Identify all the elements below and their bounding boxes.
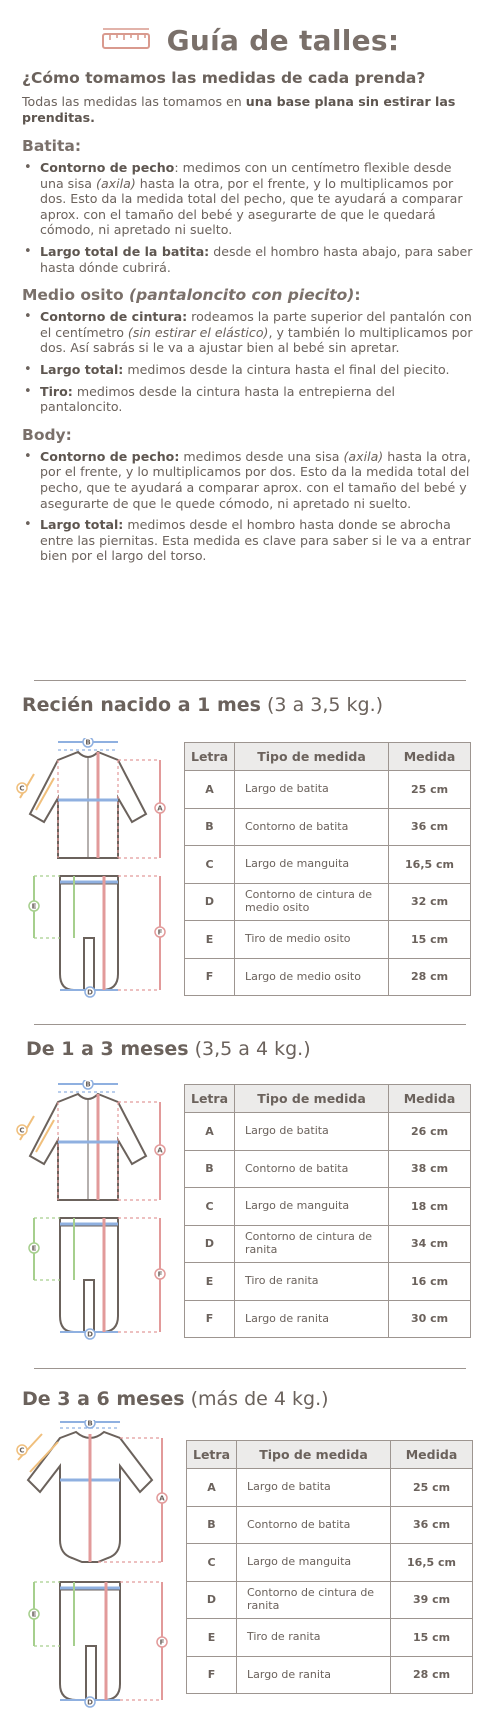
size-heading xyxy=(22,694,383,716)
heading-bold: De 1 a 3 meses xyxy=(26,1038,189,1060)
column-header-letter: Letra xyxy=(185,743,235,771)
size-heading xyxy=(22,1388,329,1410)
diagram-letter-a: A xyxy=(157,1146,163,1155)
item-bold: Largo total: xyxy=(40,361,124,377)
column-header-type: Tipo de medida xyxy=(235,1085,389,1113)
section-title-batita: Batita: xyxy=(22,137,82,155)
row-value: 25 cm xyxy=(389,771,471,809)
row-letter: F xyxy=(185,958,235,996)
row-value: 26 cm xyxy=(389,1113,471,1151)
row-letter: D xyxy=(185,1225,235,1263)
row-letter: E xyxy=(187,1619,237,1657)
row-letter: B xyxy=(187,1506,237,1544)
table-header-row xyxy=(185,743,471,771)
row-desc: Largo de batita xyxy=(235,1113,389,1151)
row-desc: Largo de batita xyxy=(235,771,389,809)
row-value: 15 cm xyxy=(391,1619,473,1657)
diagram-letter-b: B xyxy=(85,1080,91,1089)
heading-bold: Recién nacido a 1 mes xyxy=(22,694,261,716)
batita-list xyxy=(22,160,478,275)
diagram-letter-e: E xyxy=(31,1610,37,1619)
row-value: 18 cm xyxy=(389,1188,471,1226)
table-row xyxy=(185,771,471,809)
diagram-letter-b: B xyxy=(85,738,91,747)
measurement-guide xyxy=(22,68,478,570)
row-value: 38 cm xyxy=(389,1150,471,1188)
row-value: 32 cm xyxy=(389,883,471,921)
heading-rest: (3 a 3,5 kg.) xyxy=(260,694,384,716)
diagram-letter-e: E xyxy=(31,902,37,911)
row-desc: Tiro de medio osito xyxy=(235,921,389,959)
table-row xyxy=(185,883,471,921)
section-divider xyxy=(34,1024,466,1025)
item-bold: Contorno de pecho xyxy=(40,160,175,175)
body-ranita-diagram xyxy=(14,1420,176,1710)
diagram-letter-a: A xyxy=(157,804,163,813)
table-header-row xyxy=(187,1441,473,1469)
row-letter: C xyxy=(187,1544,237,1582)
list-item xyxy=(22,449,478,511)
item-text: medimos desde la cintura hasta el final del piecito. xyxy=(123,361,450,377)
row-letter: E xyxy=(185,921,235,959)
row-value: 28 cm xyxy=(389,958,471,996)
row-desc: Contorno de cintura de medio osito xyxy=(235,883,389,921)
table-row xyxy=(185,958,471,996)
body-list xyxy=(22,449,478,564)
row-letter: B xyxy=(185,1150,235,1188)
row-desc: Tiro de ranita xyxy=(235,1263,389,1301)
row-desc: Largo de ranita xyxy=(237,1656,391,1694)
list-item xyxy=(22,384,478,415)
diagram-letter-c: C xyxy=(19,784,25,793)
item-bold: Tiro: xyxy=(40,383,73,399)
table-row xyxy=(187,1656,473,1694)
heading-bold: De 3 a 6 meses xyxy=(22,1388,185,1410)
table-row xyxy=(185,1113,471,1151)
column-header-letter: Letra xyxy=(187,1441,237,1469)
item-text: rodeamos la parte superior del pantalón con el centímetro xyxy=(40,309,472,340)
page-title: Guía de talles: xyxy=(166,23,400,57)
row-letter: F xyxy=(187,1656,237,1694)
table-row xyxy=(185,1188,471,1226)
section-divider xyxy=(34,680,466,681)
row-letter: B xyxy=(185,808,235,846)
row-letter: C xyxy=(185,1188,235,1226)
diagram-letter-d: D xyxy=(87,1698,93,1707)
title-row xyxy=(0,18,500,62)
table-header-row xyxy=(185,1085,471,1113)
row-value: 30 cm xyxy=(389,1300,471,1338)
section-title-medio-osito xyxy=(22,285,478,305)
size-table-1-3-months xyxy=(184,1084,471,1338)
table-row xyxy=(185,1225,471,1263)
table-row xyxy=(187,1619,473,1657)
title-end: : xyxy=(354,286,361,305)
table-row xyxy=(187,1506,473,1544)
item-text: desde el hombro hasta abajo, para saber hasta dónde cubrirá. xyxy=(40,243,473,275)
column-header-type: Tipo de medida xyxy=(237,1441,391,1469)
row-value: 28 cm xyxy=(391,1656,473,1694)
size-heading xyxy=(26,1038,311,1060)
guide-question: ¿Cómo tomamos las medidas de cada prenda? xyxy=(22,69,426,87)
batita-ranita-diagram xyxy=(14,1080,176,1342)
row-value: 25 cm xyxy=(391,1469,473,1507)
list-item xyxy=(22,160,478,238)
size-table-newborn xyxy=(184,742,471,996)
medio-osito-list xyxy=(22,309,478,415)
heading-rest: (3,5 a 4 kg.) xyxy=(188,1038,311,1060)
row-desc: Contorno de batita xyxy=(235,1150,389,1188)
item-italic: (axila) xyxy=(343,448,384,464)
row-desc: Contorno de cintura de ranita xyxy=(235,1225,389,1263)
intro-text: Todas las medidas las tomamos en xyxy=(22,94,246,109)
list-item xyxy=(22,517,478,564)
row-desc: Contorno de batita xyxy=(237,1506,391,1544)
item-text: , y también lo multiplicamos por dos. Así sabrás si le va a ajustar bien al bebé sin apretar. xyxy=(40,324,473,356)
diagram-letter-c: C xyxy=(19,1446,25,1455)
item-bold: Contorno de pecho: xyxy=(40,448,180,464)
column-header-value: Medida xyxy=(389,743,471,771)
row-value: 16,5 cm xyxy=(389,846,471,884)
row-desc: Contorno de cintura de ranita xyxy=(237,1581,391,1619)
row-value: 36 cm xyxy=(391,1506,473,1544)
table-row xyxy=(185,846,471,884)
column-header-type: Tipo de medida xyxy=(235,743,389,771)
intro-bold: una base plana sin estirar las prenditas. xyxy=(22,94,456,125)
row-letter: D xyxy=(187,1581,237,1619)
diagram-letter-e: E xyxy=(31,1244,37,1253)
list-item xyxy=(22,244,478,275)
diagram-letter-f: F xyxy=(159,1638,165,1647)
item-text: hasta la otra, por el frente, y lo multiplicamos por dos. Esto da la medida total del pecho, que te ayudará a comparar aprox. con el tamaño del bebé y asegurarte de que le quede cómodo, ni apretado ni suelto. xyxy=(40,448,471,511)
table-row xyxy=(187,1581,473,1619)
row-value: 36 cm xyxy=(389,808,471,846)
row-letter: C xyxy=(185,846,235,884)
item-text: medimos desde el hombro hasta donde se abrocha entre las piernitas. Esta medida es clave para saber si le va a entrar bien por el largo del torso. xyxy=(40,517,471,564)
batita-ranita-diagram xyxy=(14,738,176,1000)
table-row xyxy=(185,1300,471,1338)
diagram-letter-c: C xyxy=(19,1126,25,1135)
table-row xyxy=(187,1544,473,1582)
item-text: medimos desde una sisa xyxy=(179,448,344,464)
row-letter: F xyxy=(185,1300,235,1338)
table-row xyxy=(185,808,471,846)
row-value: 39 cm xyxy=(391,1581,473,1619)
table-row xyxy=(185,921,471,959)
ruler-icon xyxy=(101,26,151,54)
item-italic: (sin estirar el elástico) xyxy=(127,324,269,340)
row-desc: Largo de manguita xyxy=(237,1544,391,1582)
section-divider xyxy=(34,1368,466,1369)
column-header-letter: Letra xyxy=(185,1085,235,1113)
item-bold: Largo total: xyxy=(40,517,124,533)
row-value: 16 cm xyxy=(389,1263,471,1301)
diagram-letter-d: D xyxy=(87,988,93,997)
row-desc: Tiro de ranita xyxy=(237,1619,391,1657)
size-table-3-6-months xyxy=(186,1440,473,1694)
heading-rest: (más de 4 kg.) xyxy=(184,1388,329,1410)
item-text: medimos desde la cintura hasta la entrepierna del pantaloncito. xyxy=(40,383,395,415)
row-letter: A xyxy=(187,1469,237,1507)
diagram-letter-f: F xyxy=(157,1270,163,1279)
row-desc: Largo de manguita xyxy=(235,1188,389,1226)
row-value: 34 cm xyxy=(389,1225,471,1263)
column-header-value: Medida xyxy=(391,1441,473,1469)
diagram-letter-f: F xyxy=(157,928,163,937)
list-item xyxy=(22,362,478,378)
guide-intro xyxy=(22,94,478,126)
title-text: Medio osito xyxy=(22,286,130,305)
item-italic: (axila) xyxy=(96,175,136,191)
row-desc: Largo de manguita xyxy=(235,846,389,884)
column-header-value: Medida xyxy=(389,1085,471,1113)
row-letter: A xyxy=(185,1113,235,1151)
item-text: : medimos con un centímetro flexible desde una sisa xyxy=(40,160,452,191)
row-desc: Largo de batita xyxy=(237,1469,391,1507)
title-italic: (pantaloncito con piecito) xyxy=(129,286,355,305)
diagram-letter-b: B xyxy=(87,1420,93,1428)
row-value: 15 cm xyxy=(389,921,471,959)
row-value: 16,5 cm xyxy=(391,1544,473,1582)
item-bold: Contorno de cintura: xyxy=(40,309,188,325)
row-letter: E xyxy=(185,1263,235,1301)
table-row xyxy=(185,1263,471,1301)
row-letter: A xyxy=(185,771,235,809)
list-item xyxy=(22,309,478,356)
diagram-letter-a: A xyxy=(159,1494,165,1503)
row-desc: Largo de medio osito xyxy=(235,958,389,996)
item-bold: Largo total de la batita: xyxy=(40,243,210,259)
section-title-body: Body: xyxy=(22,425,72,444)
item-text: hasta la otra, por el frente, y lo multiplicamos por dos. Esto da la medida total del pecho, que te ayudará a comparar aprox. con el tamaño del bebé y asegurarte de que le quedará cómodo, ni apretado ni suelto. xyxy=(40,175,463,238)
row-desc: Largo de ranita xyxy=(235,1300,389,1338)
table-row xyxy=(187,1469,473,1507)
table-row xyxy=(185,1150,471,1188)
row-letter: D xyxy=(185,883,235,921)
diagram-letter-d: D xyxy=(87,1330,93,1339)
row-desc: Contorno de batita xyxy=(235,808,389,846)
